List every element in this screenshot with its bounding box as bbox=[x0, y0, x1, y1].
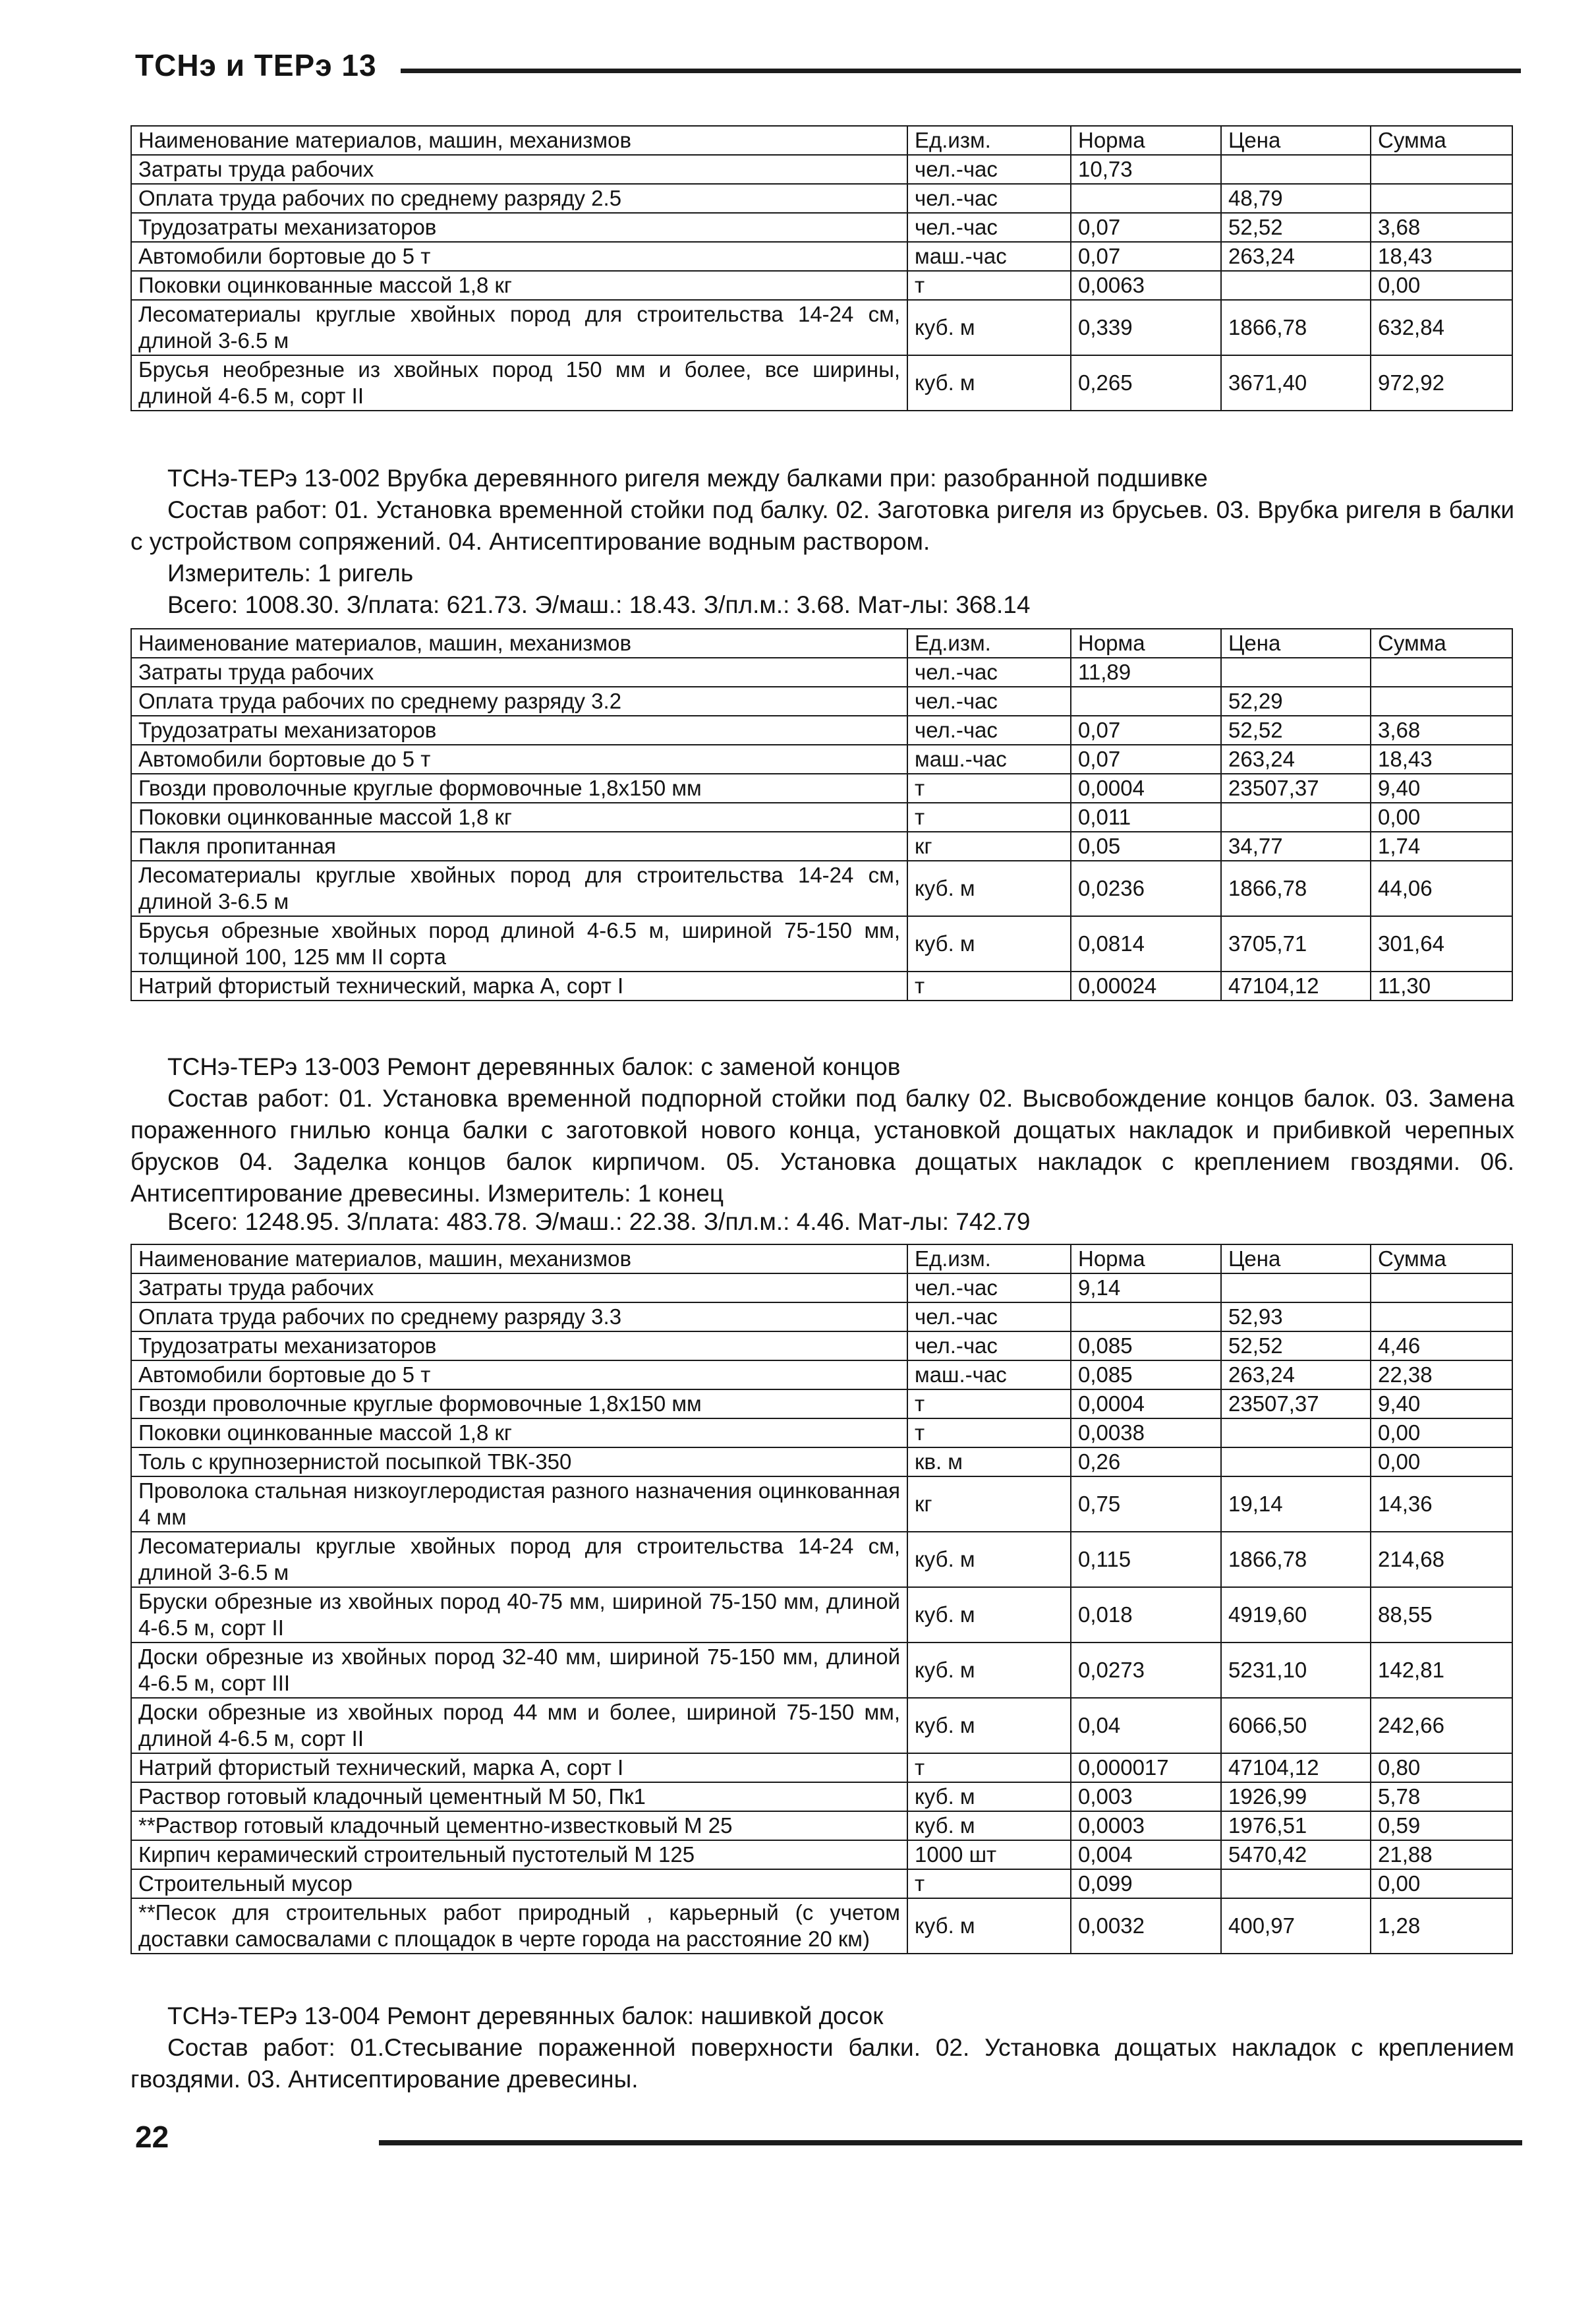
cell-sum bbox=[1371, 1302, 1512, 1331]
cell-unit: чел.-час bbox=[907, 716, 1071, 745]
cell-sum bbox=[1371, 1273, 1512, 1302]
cell-price: 5231,10 bbox=[1221, 1643, 1371, 1698]
footer-rule bbox=[379, 2140, 1522, 2145]
cell-unit: т bbox=[907, 271, 1071, 300]
table-row bbox=[131, 1331, 1512, 1360]
table-row bbox=[131, 1840, 1512, 1869]
cell-unit: т bbox=[907, 1869, 1071, 1898]
table-row bbox=[131, 1698, 1512, 1753]
cell-name: Поковки оцинкованные массой 1,8 кг bbox=[131, 1418, 907, 1447]
page-header-title: ТСНэ и ТЕРэ 13 bbox=[135, 48, 377, 82]
cell-norm: 0,265 bbox=[1071, 355, 1221, 411]
cell-name: Поковки оцинкованные массой 1,8 кг bbox=[131, 803, 907, 832]
cell-name: Поковки оцинкованные массой 1,8 кг bbox=[131, 271, 907, 300]
table-row bbox=[131, 832, 1512, 861]
cell-norm: 0,75 bbox=[1071, 1476, 1221, 1532]
cell-norm: 0,26 bbox=[1071, 1447, 1221, 1476]
cell-name: Пакля пропитанная bbox=[131, 832, 907, 861]
cell-norm: 0,115 bbox=[1071, 1532, 1221, 1587]
table-row bbox=[131, 1447, 1512, 1476]
cell-sum: 9,40 bbox=[1371, 1389, 1512, 1418]
table-row bbox=[131, 861, 1512, 916]
cell-price: 23507,37 bbox=[1221, 1389, 1371, 1418]
table-row bbox=[131, 242, 1512, 271]
cell-sum: 1,74 bbox=[1371, 832, 1512, 861]
cell-norm bbox=[1071, 687, 1221, 716]
cell-unit: маш.-час bbox=[907, 1360, 1071, 1389]
table-row bbox=[131, 1532, 1512, 1587]
cell-sum: 972,92 bbox=[1371, 355, 1512, 411]
table-row bbox=[131, 213, 1512, 242]
cell-name: Автомобили бортовые до 5 т bbox=[131, 745, 907, 774]
cell-price: 3671,40 bbox=[1221, 355, 1371, 411]
cell-sum: 18,43 bbox=[1371, 745, 1512, 774]
cell-norm: 0,00024 bbox=[1071, 972, 1221, 1001]
cell-price: 19,14 bbox=[1221, 1476, 1371, 1532]
column-header-price: Цена bbox=[1221, 1244, 1371, 1273]
cell-name: **Раствор готовый кладочный цементно-известковый М 25 bbox=[131, 1811, 907, 1840]
table-row bbox=[131, 1898, 1512, 1954]
table-row bbox=[131, 184, 1512, 213]
cell-unit: куб. м bbox=[907, 916, 1071, 972]
cell-name: Брусья необрезные из хвойных пород 150 мм и более, все ширины, длиной 4-6.5 м, сорт II bbox=[131, 355, 907, 411]
cell-norm: 0,339 bbox=[1071, 300, 1221, 355]
cell-name: Бруски обрезные из хвойных пород 40-75 мм, шириной 75-150 мм, длиной 4-6.5 м, сорт II bbox=[131, 1587, 907, 1643]
cell-name: Доски обрезные из хвойных пород 44 мм и более, шириной 75-150 мм, длиной 4-6.5 м, сорт II bbox=[131, 1698, 907, 1753]
cell-norm: 0,099 bbox=[1071, 1869, 1221, 1898]
cell-sum: 3,68 bbox=[1371, 716, 1512, 745]
table-row bbox=[131, 774, 1512, 803]
cell-price bbox=[1221, 1447, 1371, 1476]
cell-sum: 0,00 bbox=[1371, 1447, 1512, 1476]
cell-name: Доски обрезные из хвойных пород 32-40 мм, шириной 75-150 мм, длиной 4-6.5 м, сорт III bbox=[131, 1643, 907, 1698]
work-composition-13-004: Состав работ: 01.Стесывание пораженной поверхности балки. 02. Установка дощатых накладок с креплением гвоздями. 03. Антисептирование древесины. bbox=[130, 2034, 1514, 2093]
cell-sum: 242,66 bbox=[1371, 1698, 1512, 1753]
table-header-row bbox=[131, 629, 1512, 658]
column-header-name: Наименование материалов, машин, механизмов bbox=[131, 1244, 907, 1273]
table-row bbox=[131, 1811, 1512, 1840]
cell-sum bbox=[1371, 687, 1512, 716]
cell-unit: чел.-час bbox=[907, 658, 1071, 687]
cell-unit: т bbox=[907, 1389, 1071, 1418]
cell-norm: 9,14 bbox=[1071, 1273, 1221, 1302]
column-header-unit: Ед.изм. bbox=[907, 1244, 1071, 1273]
cell-sum: 11,30 bbox=[1371, 972, 1512, 1001]
cell-unit: т bbox=[907, 803, 1071, 832]
column-header-norm: Норма bbox=[1071, 126, 1221, 155]
cell-name: Оплата труда рабочих по среднему разряду 3.3 bbox=[131, 1302, 907, 1331]
cell-price: 3705,71 bbox=[1221, 916, 1371, 972]
section-title-13-003: ТСНэ-ТЕРэ 13-003 Ремонт деревянных балок: с заменой концов bbox=[167, 1053, 901, 1080]
cell-norm: 0,07 bbox=[1071, 213, 1221, 242]
cell-price: 52,93 bbox=[1221, 1302, 1371, 1331]
totals-13-002: Всего: 1008.30. З/плата: 621.73. Э/маш.: 18.43. З/пл.м.: 3.68. Мат-лы: 368.14 bbox=[167, 591, 1031, 618]
cell-sum: 0,80 bbox=[1371, 1753, 1512, 1782]
cell-price: 5470,42 bbox=[1221, 1840, 1371, 1869]
table-row bbox=[131, 1753, 1512, 1782]
table-row bbox=[131, 687, 1512, 716]
cell-name: Проволока стальная низкоуглеродистая разного назначения оцинкованная 4 мм bbox=[131, 1476, 907, 1532]
cell-sum: 88,55 bbox=[1371, 1587, 1512, 1643]
cell-name: Толь с крупнозернистой посыпкой ТВК-350 bbox=[131, 1447, 907, 1476]
table-row bbox=[131, 745, 1512, 774]
cell-unit: т bbox=[907, 1418, 1071, 1447]
cell-price bbox=[1221, 1273, 1371, 1302]
cell-price bbox=[1221, 1869, 1371, 1898]
cell-unit: маш.-час bbox=[907, 745, 1071, 774]
cell-sum: 18,43 bbox=[1371, 242, 1512, 271]
column-header-price: Цена bbox=[1221, 126, 1371, 155]
cell-sum: 14,36 bbox=[1371, 1476, 1512, 1532]
table-row bbox=[131, 803, 1512, 832]
cell-unit: куб. м bbox=[907, 1698, 1071, 1753]
cell-name: Трудозатраты механизаторов bbox=[131, 716, 907, 745]
cell-sum bbox=[1371, 155, 1512, 184]
cell-unit: чел.-час bbox=[907, 1273, 1071, 1302]
column-header-name: Наименование материалов, машин, механизмов bbox=[131, 629, 907, 658]
cell-name: Гвозди проволочные круглые формовочные 1,8х150 мм bbox=[131, 1389, 907, 1418]
cell-unit: чел.-час bbox=[907, 687, 1071, 716]
cell-sum: 0,00 bbox=[1371, 803, 1512, 832]
column-header-sum: Сумма bbox=[1371, 1244, 1512, 1273]
cell-sum: 0,00 bbox=[1371, 271, 1512, 300]
cell-sum bbox=[1371, 658, 1512, 687]
table-row bbox=[131, 972, 1512, 1001]
cell-norm: 0,0004 bbox=[1071, 1389, 1221, 1418]
table-header-row bbox=[131, 126, 1512, 155]
materials-table-13-002 bbox=[130, 628, 1513, 1001]
section-title-13-002: ТСНэ-ТЕРэ 13-002 Врубка деревянного ригеля между балками при: разобранной подшивке bbox=[167, 465, 1208, 492]
table-row bbox=[131, 1476, 1512, 1532]
cell-sum: 5,78 bbox=[1371, 1782, 1512, 1811]
cell-price: 4919,60 bbox=[1221, 1587, 1371, 1643]
cell-norm: 0,0236 bbox=[1071, 861, 1221, 916]
cell-sum: 3,68 bbox=[1371, 213, 1512, 242]
column-header-unit: Ед.изм. bbox=[907, 126, 1071, 155]
measure-unit-13-002: Измеритель: 1 ригель bbox=[167, 560, 414, 587]
cell-unit: куб. м bbox=[907, 1587, 1071, 1643]
cell-sum: 44,06 bbox=[1371, 861, 1512, 916]
cell-price: 1866,78 bbox=[1221, 861, 1371, 916]
section-title-13-004: ТСНэ-ТЕРэ 13-004 Ремонт деревянных балок: нашивкой досок bbox=[167, 2002, 884, 2029]
cell-name: Лесоматериалы круглые хвойных пород для строительства 14-24 см, длиной 3-6.5 м bbox=[131, 1532, 907, 1587]
cell-name: **Песок для строительных работ природный , карьерный (с учетом доставки самосвалами с площадок в черте города на расстояние 20 км) bbox=[131, 1898, 907, 1954]
cell-price: 1926,99 bbox=[1221, 1782, 1371, 1811]
column-header-norm: Норма bbox=[1071, 629, 1221, 658]
cell-sum: 214,68 bbox=[1371, 1532, 1512, 1587]
cell-sum: 9,40 bbox=[1371, 774, 1512, 803]
table-row bbox=[131, 1302, 1512, 1331]
cell-sum: 0,59 bbox=[1371, 1811, 1512, 1840]
cell-norm: 0,004 bbox=[1071, 1840, 1221, 1869]
cell-price: 1866,78 bbox=[1221, 300, 1371, 355]
cell-price: 263,24 bbox=[1221, 745, 1371, 774]
table-row bbox=[131, 1587, 1512, 1643]
cell-name: Гвозди проволочные круглые формовочные 1,8х150 мм bbox=[131, 774, 907, 803]
table-row bbox=[131, 1643, 1512, 1698]
cell-unit: кг bbox=[907, 832, 1071, 861]
cell-norm: 10,73 bbox=[1071, 155, 1221, 184]
cell-sum: 1,28 bbox=[1371, 1898, 1512, 1954]
cell-price: 263,24 bbox=[1221, 1360, 1371, 1389]
cell-price: 48,79 bbox=[1221, 184, 1371, 213]
cell-name: Оплата труда рабочих по среднему разряду 2.5 bbox=[131, 184, 907, 213]
cell-price: 47104,12 bbox=[1221, 972, 1371, 1001]
cell-norm: 0,0814 bbox=[1071, 916, 1221, 972]
table-row bbox=[131, 300, 1512, 355]
cell-name: Строительный мусор bbox=[131, 1869, 907, 1898]
cell-name: Затраты труда рабочих bbox=[131, 1273, 907, 1302]
page-number: 22 bbox=[135, 2120, 169, 2154]
cell-unit: куб. м bbox=[907, 1643, 1071, 1698]
cell-unit: кг bbox=[907, 1476, 1071, 1532]
cell-norm: 0,07 bbox=[1071, 745, 1221, 774]
cell-name: Натрий фтористый технический, марка А, сорт I bbox=[131, 1753, 907, 1782]
cell-norm bbox=[1071, 1302, 1221, 1331]
cell-price: 52,52 bbox=[1221, 1331, 1371, 1360]
cell-price bbox=[1221, 1418, 1371, 1447]
cell-price: 52,52 bbox=[1221, 716, 1371, 745]
table-row bbox=[131, 1782, 1512, 1811]
table-row bbox=[131, 658, 1512, 687]
cell-name: Автомобили бортовые до 5 т bbox=[131, 242, 907, 271]
cell-norm: 0,0038 bbox=[1071, 1418, 1221, 1447]
cell-norm: 0,07 bbox=[1071, 242, 1221, 271]
table-header-row bbox=[131, 1244, 1512, 1273]
work-composition-13-002: Состав работ: 01. Установка временной стойки под балку. 02. Заготовка ригеля из брусьев. 03. Врубка ригеля в балки с устройством сопряжений. 04. Антисептирование водным раствором. bbox=[130, 496, 1514, 555]
cell-norm: 0,05 bbox=[1071, 832, 1221, 861]
cell-norm: 0,085 bbox=[1071, 1331, 1221, 1360]
table-row bbox=[131, 916, 1512, 972]
table-row bbox=[131, 271, 1512, 300]
column-header-norm: Норма bbox=[1071, 1244, 1221, 1273]
cell-price bbox=[1221, 803, 1371, 832]
cell-price: 400,97 bbox=[1221, 1898, 1371, 1954]
cell-norm: 0,0063 bbox=[1071, 271, 1221, 300]
cell-name: Трудозатраты механизаторов bbox=[131, 1331, 907, 1360]
column-header-name: Наименование материалов, машин, механизмов bbox=[131, 126, 907, 155]
cell-unit: куб. м bbox=[907, 355, 1071, 411]
cell-unit: куб. м bbox=[907, 1532, 1071, 1587]
cell-unit: чел.-час bbox=[907, 1302, 1071, 1331]
cell-sum: 4,46 bbox=[1371, 1331, 1512, 1360]
cell-unit: 1000 шт bbox=[907, 1840, 1071, 1869]
cell-price: 23507,37 bbox=[1221, 774, 1371, 803]
cell-price bbox=[1221, 271, 1371, 300]
cell-norm: 0,018 bbox=[1071, 1587, 1221, 1643]
cell-sum: 0,00 bbox=[1371, 1869, 1512, 1898]
cell-unit: чел.-час bbox=[907, 213, 1071, 242]
cell-norm: 0,085 bbox=[1071, 1360, 1221, 1389]
table-row bbox=[131, 355, 1512, 411]
cell-name: Раствор готовый кладочный цементный М 50, Пк1 bbox=[131, 1782, 907, 1811]
cell-price: 47104,12 bbox=[1221, 1753, 1371, 1782]
cell-unit: т bbox=[907, 1753, 1071, 1782]
cell-unit: чел.-час bbox=[907, 155, 1071, 184]
table-row bbox=[131, 1418, 1512, 1447]
column-header-sum: Сумма bbox=[1371, 126, 1512, 155]
cell-price: 34,77 bbox=[1221, 832, 1371, 861]
cell-name: Автомобили бортовые до 5 т bbox=[131, 1360, 907, 1389]
cell-sum: 142,81 bbox=[1371, 1643, 1512, 1698]
cell-name: Натрий фтористый технический, марка А, сорт I bbox=[131, 972, 907, 1001]
cell-unit: т bbox=[907, 972, 1071, 1001]
cell-sum: 21,88 bbox=[1371, 1840, 1512, 1869]
cell-norm: 0,0273 bbox=[1071, 1643, 1221, 1698]
cell-sum: 0,00 bbox=[1371, 1418, 1512, 1447]
cell-price: 1976,51 bbox=[1221, 1811, 1371, 1840]
cell-name: Лесоматериалы круглые хвойных пород для строительства 14-24 см, длиной 3-6.5 м bbox=[131, 861, 907, 916]
cell-name: Лесоматериалы круглые хвойных пород для строительства 14-24 см, длиной 3-6.5 м bbox=[131, 300, 907, 355]
cell-price bbox=[1221, 155, 1371, 184]
header-rule bbox=[401, 69, 1521, 73]
cell-unit: т bbox=[907, 774, 1071, 803]
cell-sum: 301,64 bbox=[1371, 916, 1512, 972]
cell-sum: 22,38 bbox=[1371, 1360, 1512, 1389]
cell-price: 1866,78 bbox=[1221, 1532, 1371, 1587]
cell-unit: маш.-час bbox=[907, 242, 1071, 271]
work-composition-13-003: Состав работ: 01. Установка временной подпорной стойки под балку 02. Высвобождение концов балок. 03. Замена пораженного гнилью конца балки с заготовкой нового конца, установкой дощатых накладок и прибивкой черепных брусков 04. Заделка концов балок кирпичом. 05. Установка дощатых накладок с креплением гвоздями. 06. Антисептирование древесины. Измеритель: 1 конец bbox=[130, 1085, 1514, 1207]
table-row bbox=[131, 1389, 1512, 1418]
table-row bbox=[131, 1273, 1512, 1302]
cell-price: 52,29 bbox=[1221, 687, 1371, 716]
cell-norm: 0,003 bbox=[1071, 1782, 1221, 1811]
column-header-sum: Сумма bbox=[1371, 629, 1512, 658]
cell-name: Оплата труда рабочих по среднему разряду 3.2 bbox=[131, 687, 907, 716]
cell-norm: 0,0004 bbox=[1071, 774, 1221, 803]
cell-name: Кирпич керамический строительный пустотелый М 125 bbox=[131, 1840, 907, 1869]
cell-norm: 0,011 bbox=[1071, 803, 1221, 832]
cell-norm bbox=[1071, 184, 1221, 213]
column-header-unit: Ед.изм. bbox=[907, 629, 1071, 658]
cell-unit: куб. м bbox=[907, 1782, 1071, 1811]
cell-name: Затраты труда рабочих bbox=[131, 155, 907, 184]
cell-name: Затраты труда рабочих bbox=[131, 658, 907, 687]
cell-price: 6066,50 bbox=[1221, 1698, 1371, 1753]
cell-norm: 0,07 bbox=[1071, 716, 1221, 745]
cell-sum: 632,84 bbox=[1371, 300, 1512, 355]
cell-name: Брусья обрезные хвойных пород длиной 4-6.5 м, шириной 75-150 мм, толщиной 100, 125 мм II сорта bbox=[131, 916, 907, 972]
cell-unit: кв. м bbox=[907, 1447, 1071, 1476]
cell-sum bbox=[1371, 184, 1512, 213]
cell-norm: 0,000017 bbox=[1071, 1753, 1221, 1782]
cell-unit: чел.-час bbox=[907, 1331, 1071, 1360]
cell-unit: куб. м bbox=[907, 1811, 1071, 1840]
cell-price: 263,24 bbox=[1221, 242, 1371, 271]
cell-name: Трудозатраты механизаторов bbox=[131, 213, 907, 242]
cell-unit: куб. м bbox=[907, 1898, 1071, 1954]
totals-13-003: Всего: 1248.95. З/плата: 483.78. Э/маш.: 22.38. З/пл.м.: 4.46. Мат-лы: 742.79 bbox=[167, 1208, 1031, 1235]
cell-price: 52,52 bbox=[1221, 213, 1371, 242]
table-row bbox=[131, 1360, 1512, 1389]
cell-norm: 0,0032 bbox=[1071, 1898, 1221, 1954]
cell-unit: куб. м bbox=[907, 300, 1071, 355]
table-row bbox=[131, 1869, 1512, 1898]
table-row bbox=[131, 716, 1512, 745]
column-header-price: Цена bbox=[1221, 629, 1371, 658]
cell-norm: 0,04 bbox=[1071, 1698, 1221, 1753]
table-row bbox=[131, 155, 1512, 184]
cell-unit: чел.-час bbox=[907, 184, 1071, 213]
cell-norm: 11,89 bbox=[1071, 658, 1221, 687]
cell-unit: куб. м bbox=[907, 861, 1071, 916]
materials-table-13-001 bbox=[130, 125, 1513, 411]
cell-norm: 0,0003 bbox=[1071, 1811, 1221, 1840]
cell-price bbox=[1221, 658, 1371, 687]
materials-table-13-003 bbox=[130, 1244, 1513, 1954]
